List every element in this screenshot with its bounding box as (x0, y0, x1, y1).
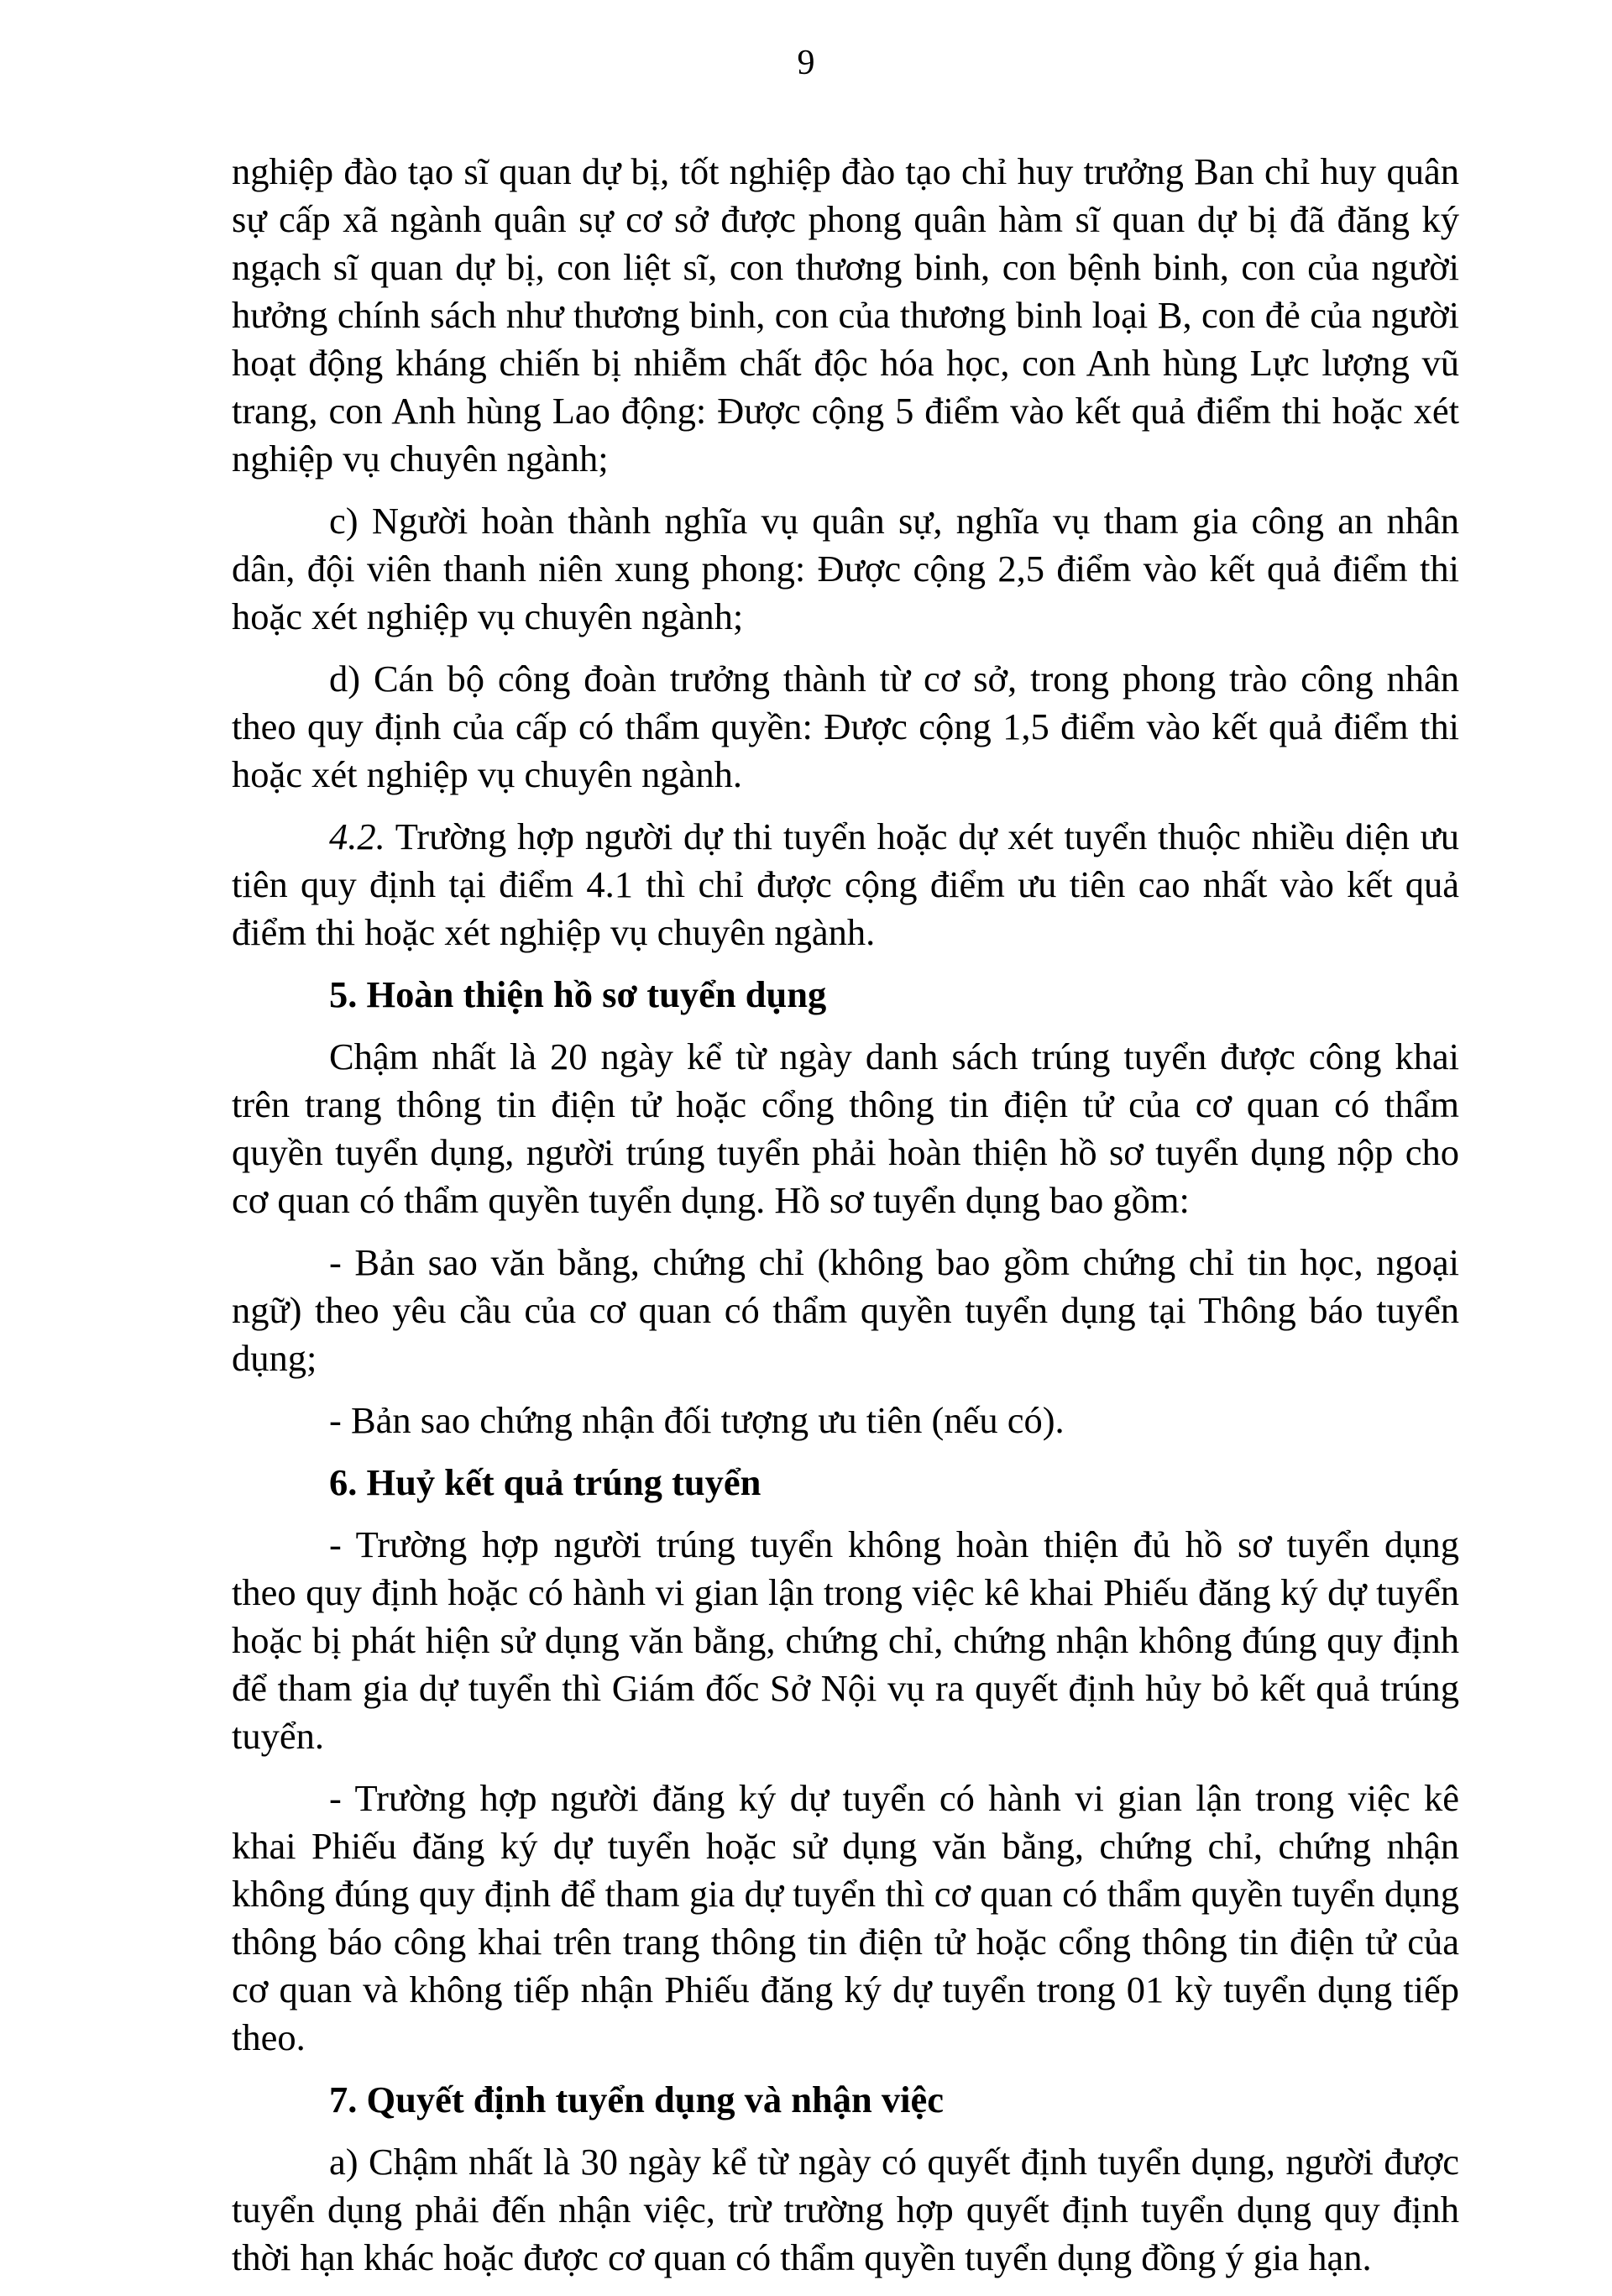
paragraph-4-2-text: Trường hợp người dự thi tuyển hoặc dự xét tuyển thuộc nhiều diện ưu tiên quy định tại điểm 4.1 thì chỉ được cộng điểm ưu tiên cao nhất vào kết quả điểm thi hoặc xét nghiệp vụ chuyên ngành. (232, 815, 1459, 953)
paragraph-section-5-intro: Chậm nhất là 20 ngày kể từ ngày danh sách trúng tuyển được công khai trên trang thông tin điện tử hoặc cổng thông tin điện tử của cơ quan có thẩm quyền tuyển dụng, người trúng tuyển phải hoàn thiện hồ sơ tuyển dụng nộp cho cơ quan có thẩm quyền tuyển dụng. Hồ sơ tuyển dụng bao gồm: (232, 1035, 1459, 1221)
page-number: 9 (797, 44, 815, 82)
list-item-cancel-result: - Trường hợp người trúng tuyển không hoàn thiện đủ hồ sơ tuyển dụng theo quy định hoặc có hành vi gian lận trong việc kê khai Phiếu đăng ký dự tuyển hoặc bị phát hiện sử dụng văn bằng, chứng chỉ, chứng nhận không đúng quy định để tham gia dự tuyển thì Giám đốc Sở Nội vụ ra quyết định hủy bỏ kết quả trúng tuyển. (232, 1523, 1459, 1757)
list-item-diploma-copy: - Bản sao văn bằng, chứng chỉ (không bao gồm chứng chỉ tin học, ngoại ngữ) theo yêu cầu của cơ quan có thẩm quyền tuyển dụng tại Thông báo tuyển dụng; (232, 1241, 1459, 1379)
paragraph-item-d: d) Cán bộ công đoàn trưởng thành từ cơ sở, trong phong trào công nhân theo quy định của cấp có thẩm quyền: Được cộng 1,5 điểm vào kết quả điểm thi hoặc xét nghiệp vụ chuyên ngành. (232, 658, 1459, 795)
document-body (232, 148, 1459, 2296)
paragraph-item-a: a) Chậm nhất là 30 ngày kể từ ngày có quyết định tuyển dụng, người được tuyển dụng phải đến nhận việc, trừ trường hợp quyết định tuyển dụng quy định thời hạn khác hoặc được cơ quan có thẩm quyền tuyển dụng đồng ý gia hạn. (232, 2141, 1459, 2278)
clause-reference: 4.2. (329, 815, 385, 857)
list-item-priority-certificate: - Bản sao chứng nhận đối tượng ưu tiên (nếu có). (329, 1399, 1065, 1441)
section-heading-5: 5. Hoàn thiện hồ sơ tuyển dụng (329, 973, 827, 1015)
paragraph-4-2 (232, 813, 1459, 957)
section-heading-7: 7. Quyết định tuyển dụng và nhận việc (329, 2078, 944, 2120)
paragraph-item-c: c) Người hoàn thành nghĩa vụ quân sự, nghĩa vụ tham gia công an nhân dân, đội viên thanh niên xung phong: Được cộng 2,5 điểm vào kết quả điểm thi hoặc xét nghiệp vụ chuyên ngành; (232, 500, 1459, 637)
section-heading-6: 6. Huỷ kết quả trúng tuyển (329, 1461, 762, 1503)
paragraph-continuation: nghiệp đào tạo sĩ quan dự bị, tốt nghiệp đào tạo chỉ huy trưởng Ban chỉ huy quân sự cấp xã ngành quân sự cơ sở được phong quân hàm sĩ quan dự bị đã đăng ký ngạch sĩ quan dự bị, con liệt sĩ, con thương binh, con bệnh binh, con của người hưởng chính sách như thương binh, con của thương binh loại B, con đẻ của người hoạt động kháng chiến bị nhiễm chất độc hóa học, con Anh hùng Lực lượng vũ trang, con Anh hùng Lao động: Được cộng 5 điểm vào kết quả điểm thi hoặc xét nghiệp vụ chuyên ngành; (232, 150, 1459, 480)
list-item-fraud-notice: - Trường hợp người đăng ký dự tuyển có hành vi gian lận trong việc kê khai Phiếu đăng ký dự tuyển hoặc sử dụng văn bằng, chứng chỉ, chứng nhận không đúng quy định để tham gia dự tuyển thì cơ quan có thẩm quyền tuyển dụng thông báo công khai trên trang thông tin điện tử hoặc cổng thông tin điện tử của cơ quan và không tiếp nhận Phiếu đăng ký dự tuyển trong 01 kỳ tuyển dụng tiếp theo. (232, 1777, 1459, 2058)
